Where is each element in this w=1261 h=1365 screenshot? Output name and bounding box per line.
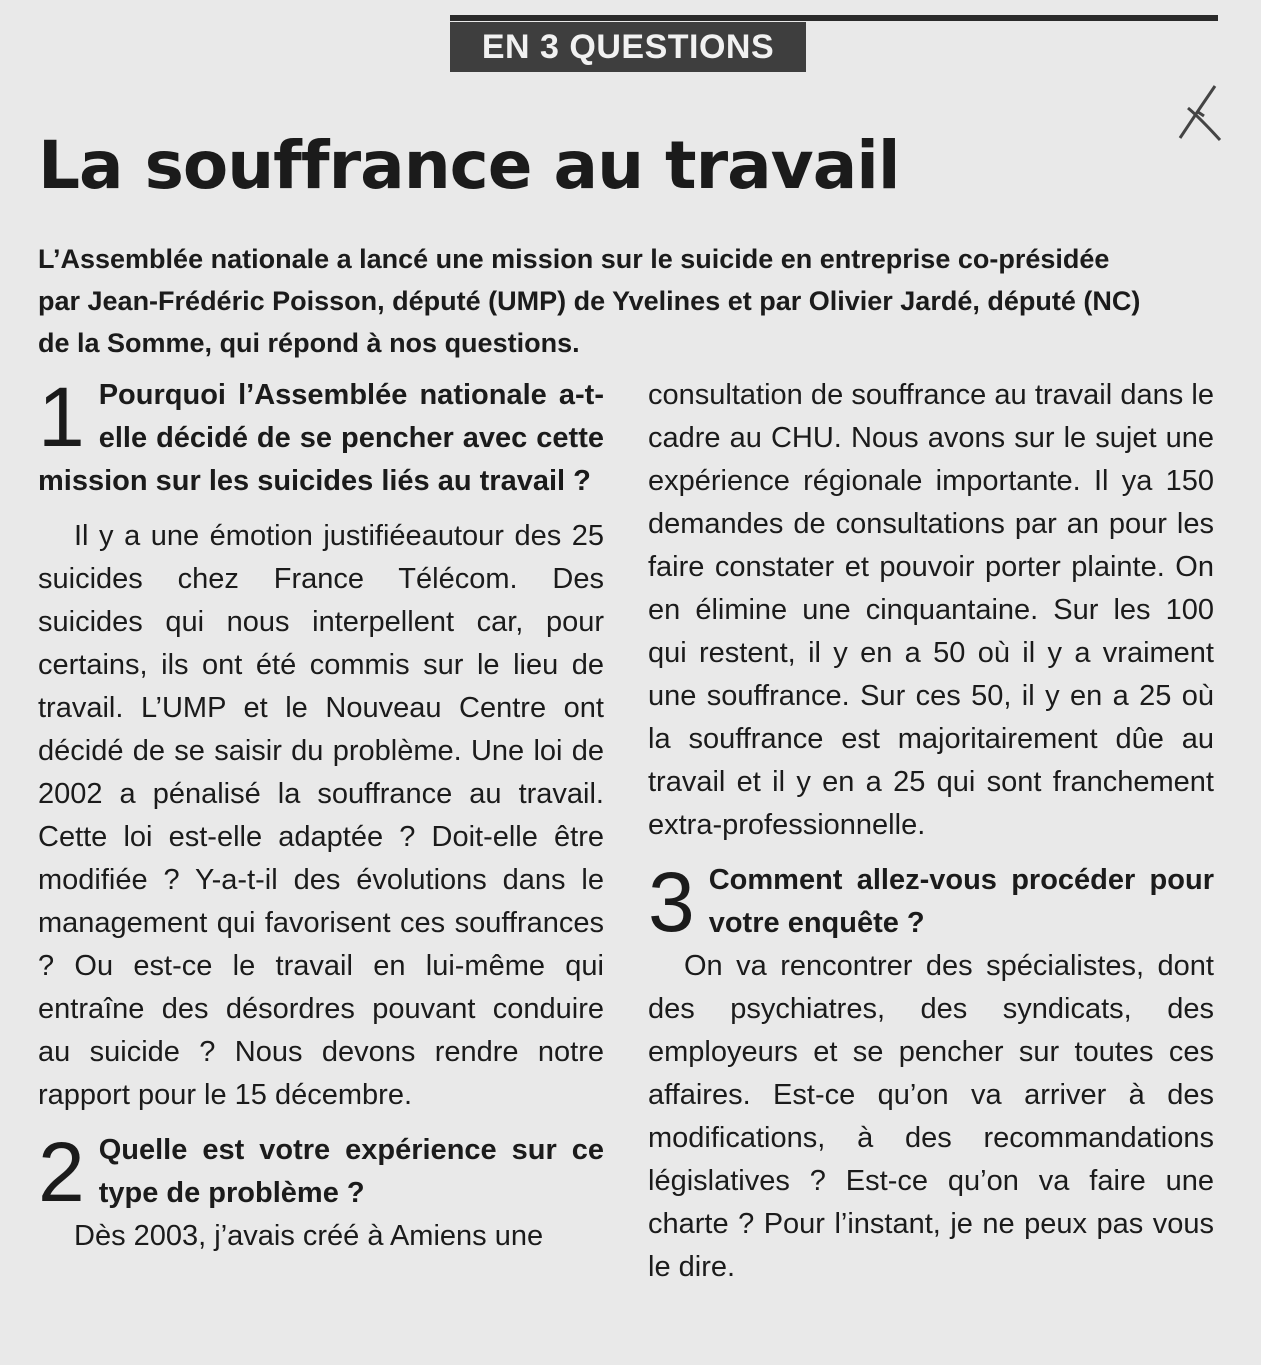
question-2-text: Quelle est votre expérience sur ce type de problème ?	[98, 1134, 604, 1209]
question-3-text: Comment allez-vous procéder pour votre enquête ?	[708, 864, 1214, 939]
headline: La souffrance au travail	[38, 127, 900, 204]
question-2	[38, 1125, 604, 1219]
question-number-1: 1	[38, 370, 85, 464]
question-1-text: Pourquoi l’Assemblée nationale a-t-elle décidé de se pencher avec cette mission sur les suicides liés au travail ?	[38, 379, 604, 497]
answer-1: Il y a une émotion justifiéeautour des 25 suicides chez France Télécom. Des suicides qui nous interpellent car, pour certains, ils ont été commis sur le lieu de travail. L’UMP et le Nouveau Centre ont décidé de se saisir du problème. Une loi de 2002 a pénalisé la souffrance au travail. Cette loi est-elle adaptée ? Doit-elle être modifiée ? Y-a-t-il des évolutions dans le management qui favorisent ces souffrances ? Ou est-ce le travail en lui-même qui entraîne des désordres pouvant conduire au suicide ? Nous devons rendre notre rapport pour le 15 décembre.	[38, 520, 604, 1111]
column-left	[38, 370, 604, 1258]
pen-mark-icon	[1170, 78, 1230, 148]
rubric-label: EN 3 QUESTIONS	[450, 22, 806, 72]
question-3	[648, 855, 1214, 949]
question-number-3: 3	[648, 855, 695, 949]
lead-paragraph: L’Assemblée nationale a lancé une mission sur le suicide en entreprise co-présidée par Jean-Frédéric Poisson, député (UMP) de Yvelines et par Olivier Jardé, député (NC) de la Somme, qui répond à nos questions.	[38, 244, 1141, 358]
top-rule	[450, 15, 1218, 21]
column-right	[648, 374, 1214, 1289]
answer-2-continued: consultation de souffrance au travail dans le cadre au CHU. Nous avons sur le sujet une expérience régionale importante. Il ya 150 demandes de consultations par an pour les faire constater et pouvoir porter plainte. On en élimine une cinquantaine. Sur les 100 qui restent, il y en a 50 où il y a vraiment une souffrance. Sur ces 50, il y en a 25 où la souffrance est majoritairement dûe au travail et il y en a 25 qui sont franchement extra-professionnelle.	[648, 379, 1214, 841]
question-number-2: 2	[38, 1125, 85, 1219]
answer-2-start: Dès 2003, j’avais créé à Amiens une	[74, 1220, 544, 1252]
answer-3: On va rencontrer des spécialistes, dont des psychiatres, des syndicats, des employeurs et se pencher sur toutes ces affaires. Est-ce qu’on va arriver à des modifications, à des recommandations législatives ? Est-ce qu’on va faire une charte ? Pour l’instant, je ne peux pas vous le dire.	[648, 950, 1214, 1283]
question-1	[38, 370, 604, 503]
